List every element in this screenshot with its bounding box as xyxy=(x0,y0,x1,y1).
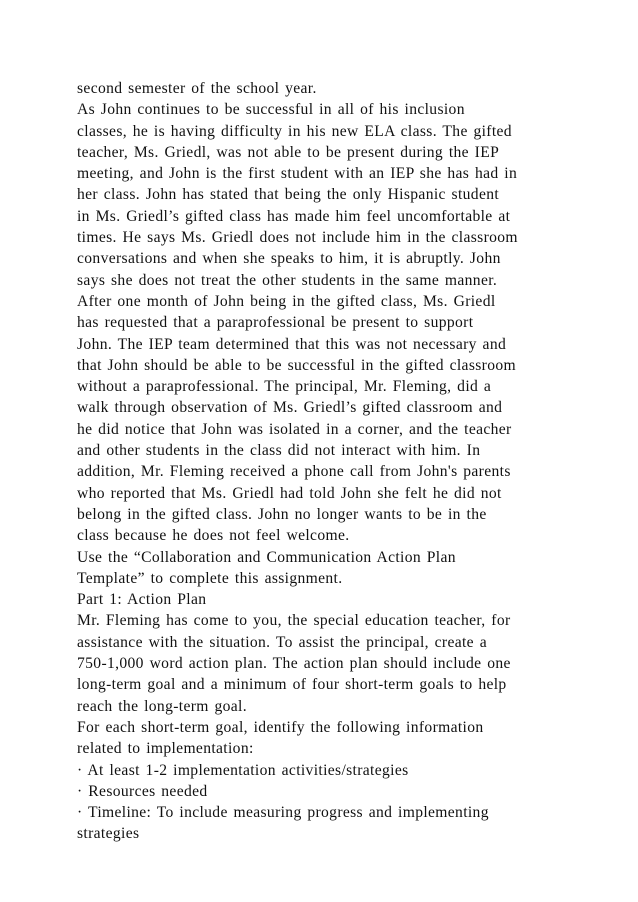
text-line: 750-1,000 word action plan. The action plan should include one xyxy=(77,655,511,673)
text-line: For each short-term goal, identify the following information xyxy=(77,718,484,736)
text-line: long-term goal and a minimum of four short-term goals to help xyxy=(77,676,507,694)
section-heading: Part 1: Action Plan xyxy=(77,591,207,609)
text-line: that John should be able to be successful in the gifted classroom xyxy=(77,356,516,374)
text-line: times. He says Ms. Griedl does not include him in the classroom xyxy=(77,229,518,247)
text-line: After one month of John being in the gifted class, Ms. Griedl xyxy=(77,292,496,310)
text-line: class because he does not feel welcome. xyxy=(77,527,350,545)
text-line: conversations and when she speaks to him, it is abruptly. John xyxy=(77,250,501,268)
bullet-item: · Resources needed xyxy=(77,782,208,800)
text-line: meeting, and John is the first student with an IEP she has had in xyxy=(77,165,518,183)
document-body xyxy=(77,78,577,845)
text-line: says she does not treat the other students in the same manner. xyxy=(77,271,498,289)
text-line: related to implementation: xyxy=(77,740,254,758)
text-line: strategies xyxy=(77,825,140,843)
text-line: reach the long-term goal. xyxy=(77,697,247,715)
text-line: teacher, Ms. Griedl, was not able to be present during the IEP xyxy=(77,143,500,161)
text-line: second semester of the school year. xyxy=(77,80,317,97)
text-line: in Ms. Griedl’s gifted class has made him feel uncomfortable at xyxy=(77,207,511,225)
bullet-item: · Timeline: To include measuring progress and implementing xyxy=(77,804,489,822)
text-line: who reported that Ms. Griedl had told John she felt he did not xyxy=(77,484,502,502)
text-line: Mr. Fleming has come to you, the special education teacher, for xyxy=(77,612,511,630)
text-line: belong in the gifted class. John no longer wants to be in the xyxy=(77,505,487,523)
text-line: assistance with the situation. To assist the principal, create a xyxy=(77,633,487,651)
text-line: classes, he is having difficulty in his new ELA class. The gifted xyxy=(77,122,512,140)
text-line: addition, Mr. Fleming received a phone call from John's parents xyxy=(77,463,511,481)
text-line: Use the “Collaboration and Communication Action Plan xyxy=(77,548,456,566)
text-line: John. The IEP team determined that this was not necessary and xyxy=(77,335,507,353)
text-line: Template” to complete this assignment. xyxy=(77,569,343,587)
text-line: has requested that a paraprofessional be present to support xyxy=(77,314,474,332)
text-line: walk through observation of Ms. Griedl’s gifted classroom and xyxy=(77,399,503,417)
text-line: her class. John has stated that being the only Hispanic student xyxy=(77,186,500,204)
text-line: and other students in the class did not interact with him. In xyxy=(77,442,481,460)
text-line: without a paraprofessional. The principal, Mr. Fleming, did a xyxy=(77,378,492,396)
text-line: As John continues to be successful in all of his inclusion xyxy=(77,101,465,119)
text-line: he did notice that John was isolated in a corner, and the teacher xyxy=(77,420,512,438)
bullet-item: · At least 1-2 implementation activities/strategies xyxy=(77,761,409,779)
